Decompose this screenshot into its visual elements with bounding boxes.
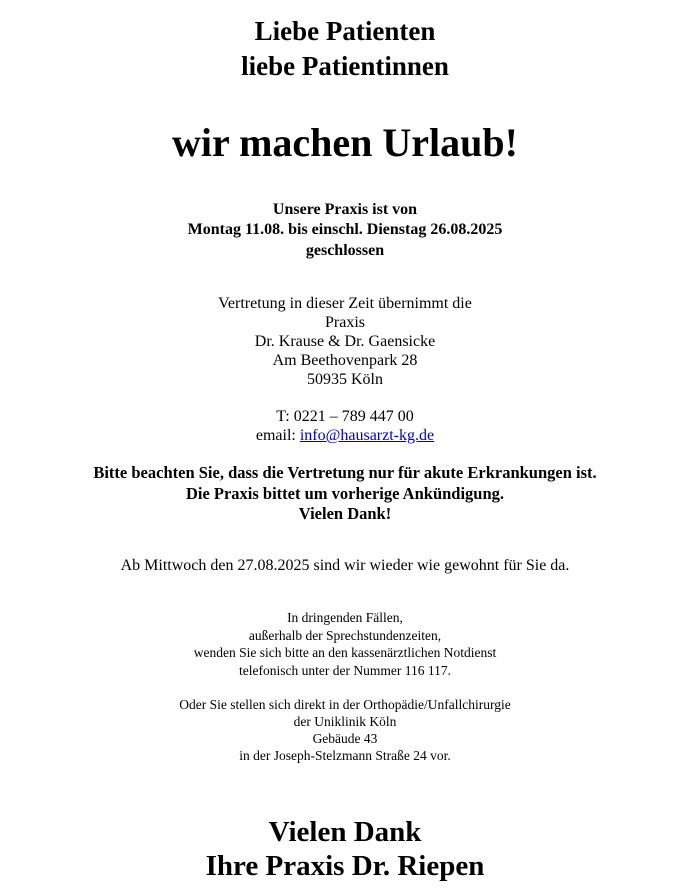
substitute-phone: T: 0221 – 789 447 00 [276, 408, 414, 425]
substitute-street: Am Beethovenpark 28 [272, 352, 418, 369]
notice-line-2: Die Praxis bittet um vorherige Ankündigung. [185, 484, 505, 503]
closure-line-1: Unsere Praxis ist von [272, 201, 418, 218]
email-label: email: [255, 427, 296, 444]
emergency-line-4: telefonisch unter der Nummer 116 117. [239, 663, 451, 678]
closure-dates: Montag 11.08. bis einschl. Dienstag 26.08.2025 [187, 221, 503, 238]
closing-signature: Ihre Praxis Dr. Riepen [205, 850, 485, 882]
emergency-line-1: In dringenden Fällen, [287, 610, 403, 625]
closure-line-3: geschlossen [305, 242, 385, 259]
clinic-line-1: Oder Sie stellen sich direkt in der Orthopädie/Unfallchirurgie [179, 697, 511, 712]
closing-line-1: Vielen Dank [268, 816, 422, 848]
substitute-email-line [0, 427, 690, 445]
emergency-line-3: wenden Sie sich bitte an den kassenärztlichen Notdienst [193, 645, 497, 660]
reopen-text: Ab Mittwoch den 27.08.2025 sind wir wieder wie gewohnt für Sie da. [120, 557, 570, 574]
email-link[interactable]: info@hausarzt-kg.de [299, 427, 435, 444]
notice-line-1: Bitte beachten Sie, dass die Vertretung nur für akute Erkrankungen ist. [93, 463, 597, 482]
greeting-line-1: Liebe Patienten [254, 16, 436, 46]
clinic-line-2: der Uniklinik Köln [293, 714, 397, 729]
substitute-name: Dr. Krause & Dr. Gaensicke [254, 333, 436, 350]
clinic-line-4: in der Joseph-Stelzmann Straße 24 vor. [239, 748, 451, 763]
page-headline: wir machen Urlaub! [172, 120, 518, 165]
greeting-line-2: liebe Patientinnen [241, 51, 449, 81]
emergency-line-2: außerhalb der Sprechstundenzeiten, [248, 628, 442, 643]
substitute-intro-1: Vertretung in dieser Zeit übernimmt die [218, 295, 472, 312]
notice-line-3: Vielen Dank! [298, 504, 392, 523]
substitute-city: 50935 Köln [307, 371, 383, 388]
substitute-intro-2: Praxis [325, 314, 365, 331]
clinic-line-3: Gebäude 43 [312, 731, 378, 746]
